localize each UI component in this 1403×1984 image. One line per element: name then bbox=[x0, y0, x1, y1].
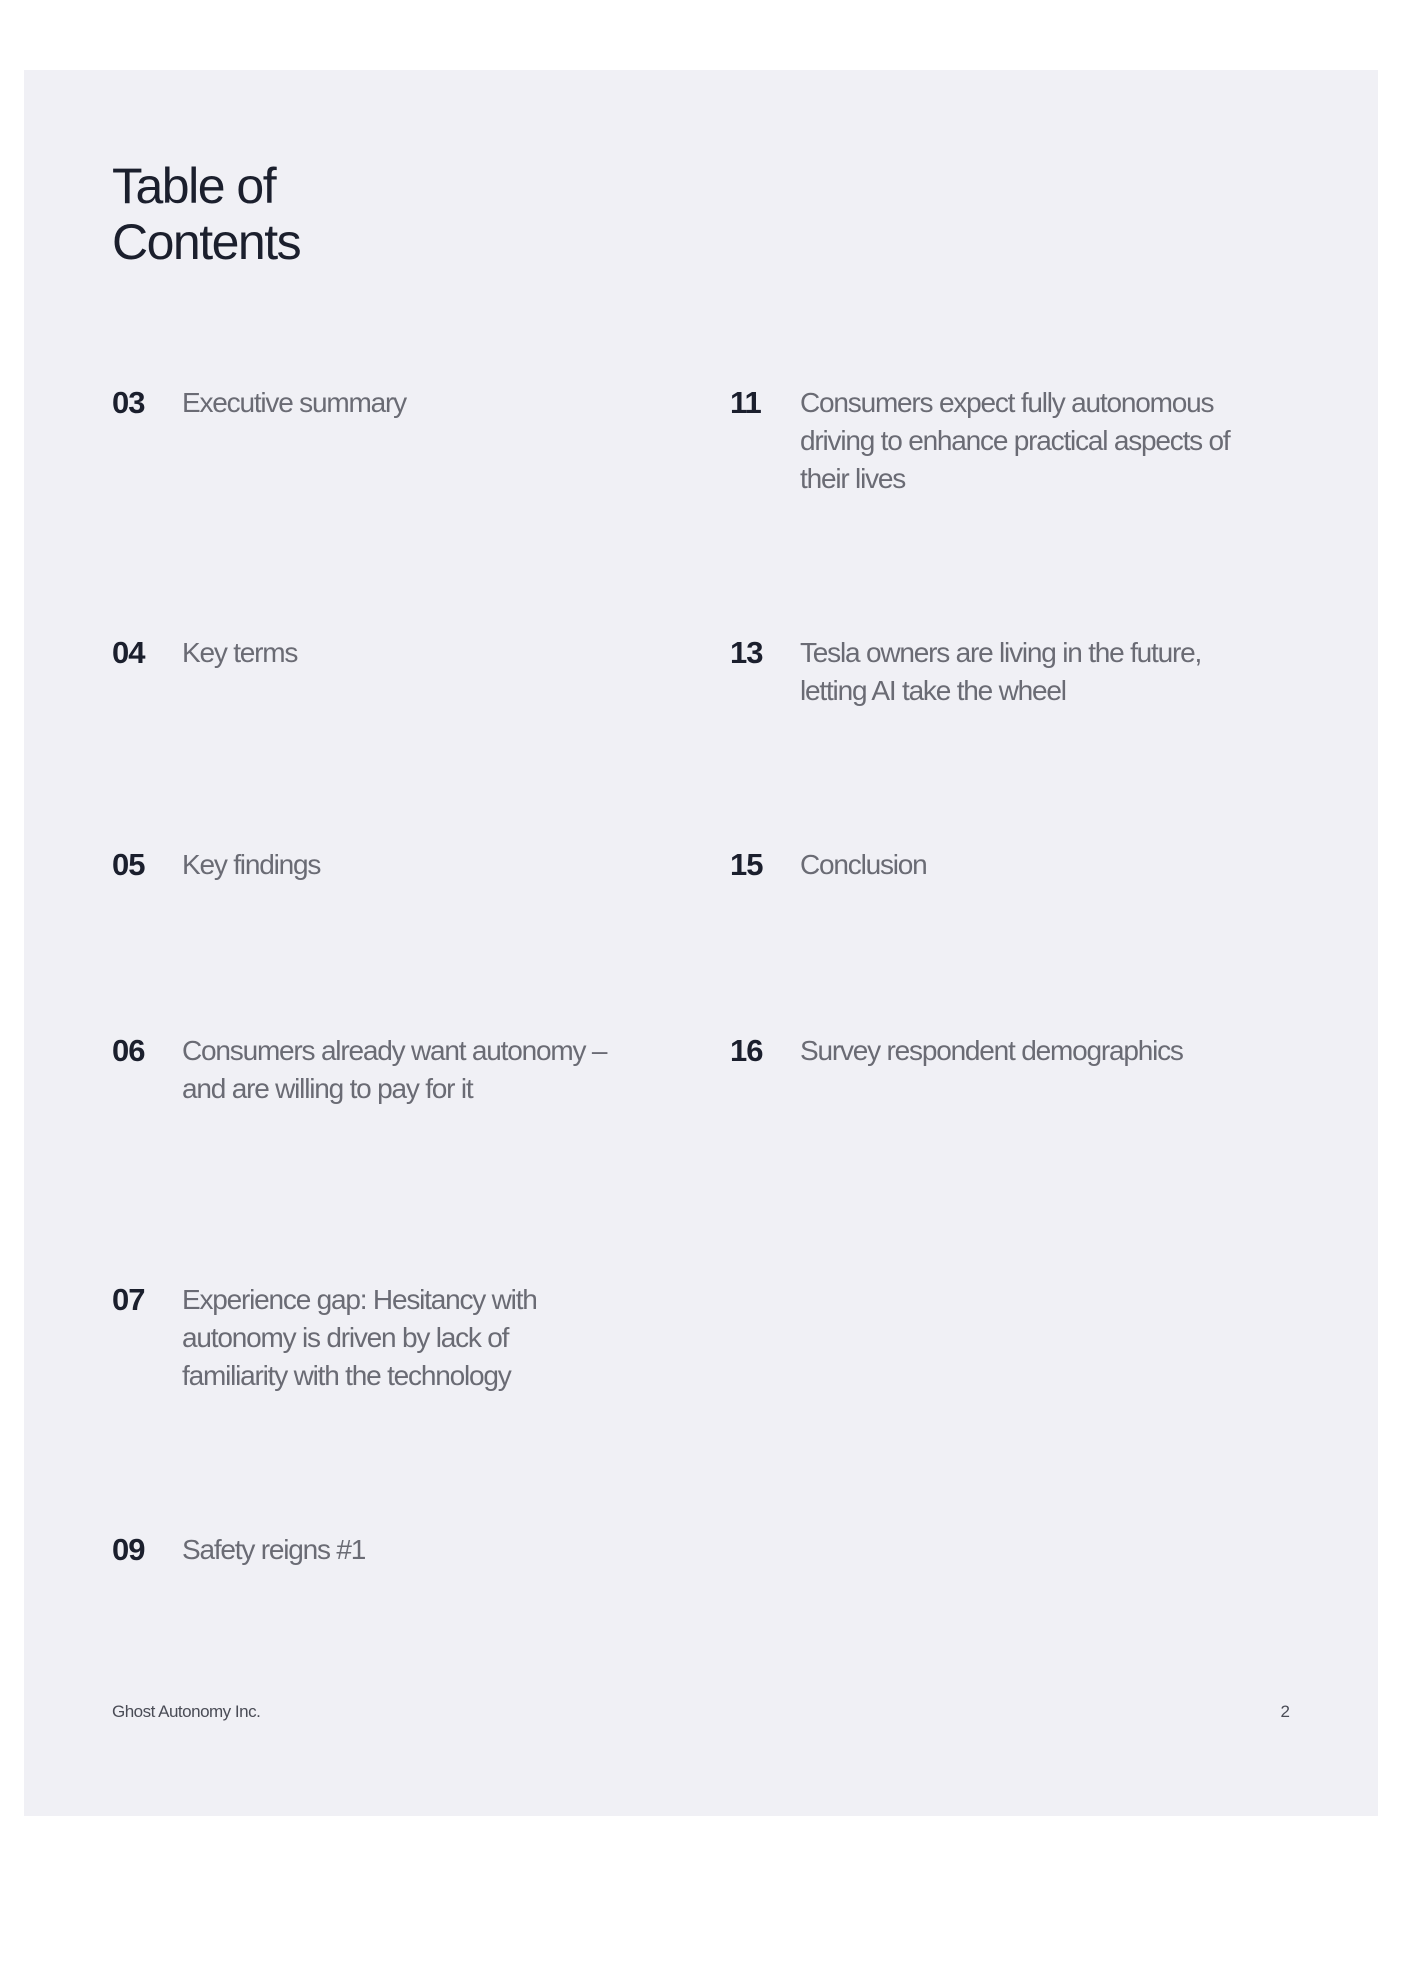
page-sheet bbox=[24, 70, 1378, 1816]
toc-entry-demographics[interactable] bbox=[730, 1032, 1270, 1070]
toc-entry-tesla-owners[interactable] bbox=[730, 634, 1270, 710]
toc-entry-consumers-want-autonomy[interactable] bbox=[112, 1032, 612, 1108]
toc-page-number: 13 bbox=[730, 635, 763, 670]
toc-entry-key-findings[interactable] bbox=[112, 846, 612, 884]
toc-entry-consumers-expect-autonomy[interactable] bbox=[730, 384, 1270, 498]
toc-entry-key-terms[interactable] bbox=[112, 634, 612, 672]
footer-company-name: Ghost Autonomy Inc. bbox=[112, 1702, 261, 1721]
toc-page-number: 15 bbox=[730, 847, 763, 882]
toc-entry-title: Key terms bbox=[182, 637, 298, 668]
toc-page-number: 05 bbox=[112, 847, 145, 882]
toc-page-number: 04 bbox=[112, 635, 145, 670]
toc-entry-title: Key findings bbox=[182, 849, 321, 880]
page-title: Table of Contents bbox=[112, 158, 301, 270]
toc-entry-experience-gap[interactable] bbox=[112, 1281, 612, 1395]
toc-entry-title: Safety reigns #1 bbox=[182, 1534, 366, 1565]
toc-entry-safety-reigns[interactable] bbox=[112, 1531, 612, 1569]
toc-page-number: 09 bbox=[112, 1532, 145, 1567]
toc-page-number: 11 bbox=[730, 385, 761, 420]
toc-entry-title: Consumers expect fully autonomous driving to enhance practical aspects of their lives bbox=[800, 387, 1230, 494]
toc-entry-title: Consumers already want autonomy – and are willing to pay for it bbox=[182, 1035, 607, 1104]
toc-entry-title: Executive summary bbox=[182, 387, 406, 418]
toc-page-number: 07 bbox=[112, 1282, 145, 1317]
toc-page-number: 03 bbox=[112, 385, 145, 420]
toc-entry-title: Tesla owners are living in the future, letting AI take the wheel bbox=[800, 637, 1202, 706]
toc-entry-title: Survey respondent demographics bbox=[800, 1035, 1183, 1066]
toc-entry-title: Experience gap: Hesitancy with autonomy is driven by lack of familiarity with the technology bbox=[182, 1284, 537, 1391]
toc-page-number: 16 bbox=[730, 1033, 763, 1068]
footer-page-number: 2 bbox=[1280, 1702, 1290, 1721]
toc-entry-executive-summary[interactable] bbox=[112, 384, 612, 422]
toc-entry-title: Conclusion bbox=[800, 849, 927, 880]
toc-page-number: 06 bbox=[112, 1033, 145, 1068]
toc-entry-conclusion[interactable] bbox=[730, 846, 1270, 884]
